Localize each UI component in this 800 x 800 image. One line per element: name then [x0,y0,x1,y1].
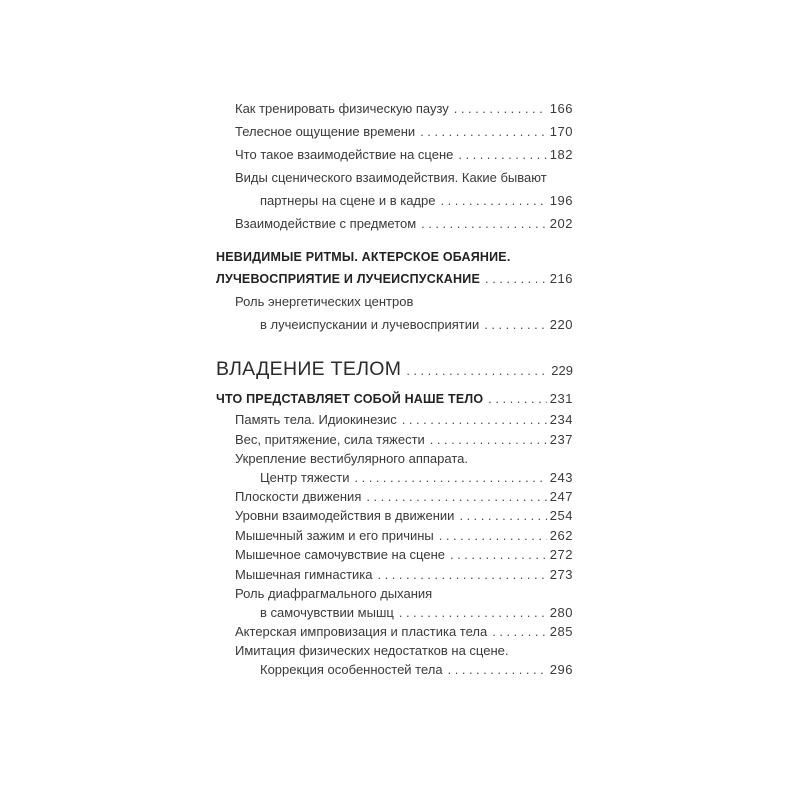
toc-line [235,641,573,661]
toc-line [216,268,573,290]
page-number: 273 [549,566,573,582]
toc-line [235,661,573,679]
toc-entry-text: Укрепление вестибулярного аппарата. [235,451,468,466]
toc-line [235,313,573,336]
toc-entry-item [216,449,573,487]
toc-entry-text: в самочувствии мышц [260,604,394,620]
page-number: 272 [549,547,573,562]
page-number: 166 [549,101,573,116]
toc-entry-item [216,290,573,336]
toc-entry-item [216,487,573,507]
dot-leader [354,469,546,487]
toc-line [235,545,573,565]
toc-entry-text: Имитация физических недостатков на сцене. [235,643,509,658]
toc-line [235,584,573,604]
dot-leader [450,545,547,565]
toc-entry-text: Мышечное самочувствие на сцене [235,547,445,562]
toc-entry-item [216,430,573,450]
toc-entry-text: Мышечная гимнастика [235,566,373,582]
toc-line [235,166,573,189]
toc-line [235,487,573,507]
dot-leader [448,661,547,679]
toc-entry-item [216,97,573,120]
toc-line [216,354,573,386]
toc-line [235,526,573,546]
toc-entry-item [216,506,573,526]
toc-line [235,212,573,235]
page-number: 237 [549,431,573,447]
toc-entry-text: Актерская импровизация и пластика тела [235,623,488,639]
toc-entry-text: Роль энергетических центров [235,294,414,309]
toc-line [235,290,573,313]
page-number: 247 [549,488,573,504]
page-number: 254 [549,508,573,523]
dot-leader [378,565,547,585]
toc-entry-item [216,212,573,235]
toc-entry-item [216,584,573,622]
toc-entry-item [216,410,573,430]
toc-line [235,97,573,120]
page-number: 182 [549,147,573,162]
dot-leader [454,97,547,120]
page-number: 229 [551,363,573,378]
toc-entry-text: Телесное ощущение времени [235,124,416,139]
toc-line [235,143,573,166]
toc-entry-text: Плоскости движения [235,488,362,504]
toc-entry-item [216,526,573,546]
toc-entry-item [216,166,573,212]
toc-entry-text: ВЛАДЕНИЕ ТЕЛОМ [216,358,402,380]
dot-leader [420,120,547,143]
page-number: 262 [549,527,573,543]
dot-leader [488,388,547,409]
toc-line [235,469,573,487]
page-number: 170 [549,124,573,139]
dot-leader [440,189,546,212]
dot-leader [402,410,547,430]
toc-entry-item [216,641,573,679]
page-number: 196 [549,193,573,208]
page-number: 280 [549,604,573,620]
dot-leader [399,604,547,622]
toc-entry-item [216,545,573,565]
toc-entry-text: Мышечный зажим и его причины [235,527,434,543]
dot-leader [484,313,547,336]
toc-line [235,506,573,526]
toc-entry-text: Центр тяжести [260,469,350,485]
dot-leader [459,506,546,526]
toc-line [235,410,573,430]
toc-entry-text: Взаимодействие с предметом [235,216,417,231]
toc-entry-item [216,565,573,585]
toc-entry-text: в лучеиспускании и лучевосприятии [260,317,480,332]
toc-entry-text: партнеры на сцене и в кадре [260,193,436,208]
toc-entry-text: Что такое взаимодействие на сцене [235,147,454,162]
toc-line [235,189,573,212]
dot-leader [492,622,547,642]
dot-leader [421,212,547,235]
toc-entry-item [216,622,573,642]
toc-entry-item [216,143,573,166]
dot-leader [485,268,547,289]
toc-entry-item [216,120,573,143]
toc-entry-section [216,247,573,290]
toc-entry-text: НЕВИДИМЫЕ РИТМЫ. АКТЕРСКОЕ ОБАЯНИЕ. [216,250,511,264]
toc-line [235,604,573,622]
table-of-contents [216,97,573,679]
dot-leader [458,143,546,166]
dot-leader [430,430,547,450]
toc-entry-text: ЛУЧЕВОСПРИЯТИЕ И ЛУЧЕИСПУСКАНИЕ [216,272,480,286]
toc-entry-text: Как тренировать физическую паузу [235,101,449,116]
toc-entry-text: Вес, притяжение, сила тяжести [235,431,425,447]
dot-leader [406,356,548,386]
page-number: 285 [549,623,573,639]
toc-entry-text: Память тела. Идиокинезис [235,412,397,427]
page-number: 220 [549,317,573,332]
toc-entry-text: ЧТО ПРЕДСТАВЛЯЕТ СОБОЙ НАШЕ ТЕЛО [216,392,484,406]
toc-entry-text: Коррекция особенностей тела [260,661,443,677]
toc-line [235,449,573,469]
toc-entry-section [216,388,573,410]
page-number: 231 [549,391,573,406]
toc-line [216,388,573,410]
toc-line [235,622,573,642]
toc-line [235,430,573,450]
toc-entry-text: Уровни взаимодействия в движении [235,508,455,523]
page-number: 234 [549,412,573,427]
toc-line [235,120,573,143]
page-number: 296 [549,661,573,677]
page-number: 202 [549,216,573,231]
dot-leader [439,526,547,546]
toc-entry-text: Роль диафрагмального дыхания [235,586,433,601]
toc-entry-text: Виды сценического взаимодействия. Какие бывают [235,170,547,185]
toc-entry-part [216,354,573,386]
toc-line [235,565,573,585]
page-number: 243 [549,469,573,485]
toc-line [216,247,573,268]
page-number: 216 [549,271,573,286]
dot-leader [366,487,546,507]
